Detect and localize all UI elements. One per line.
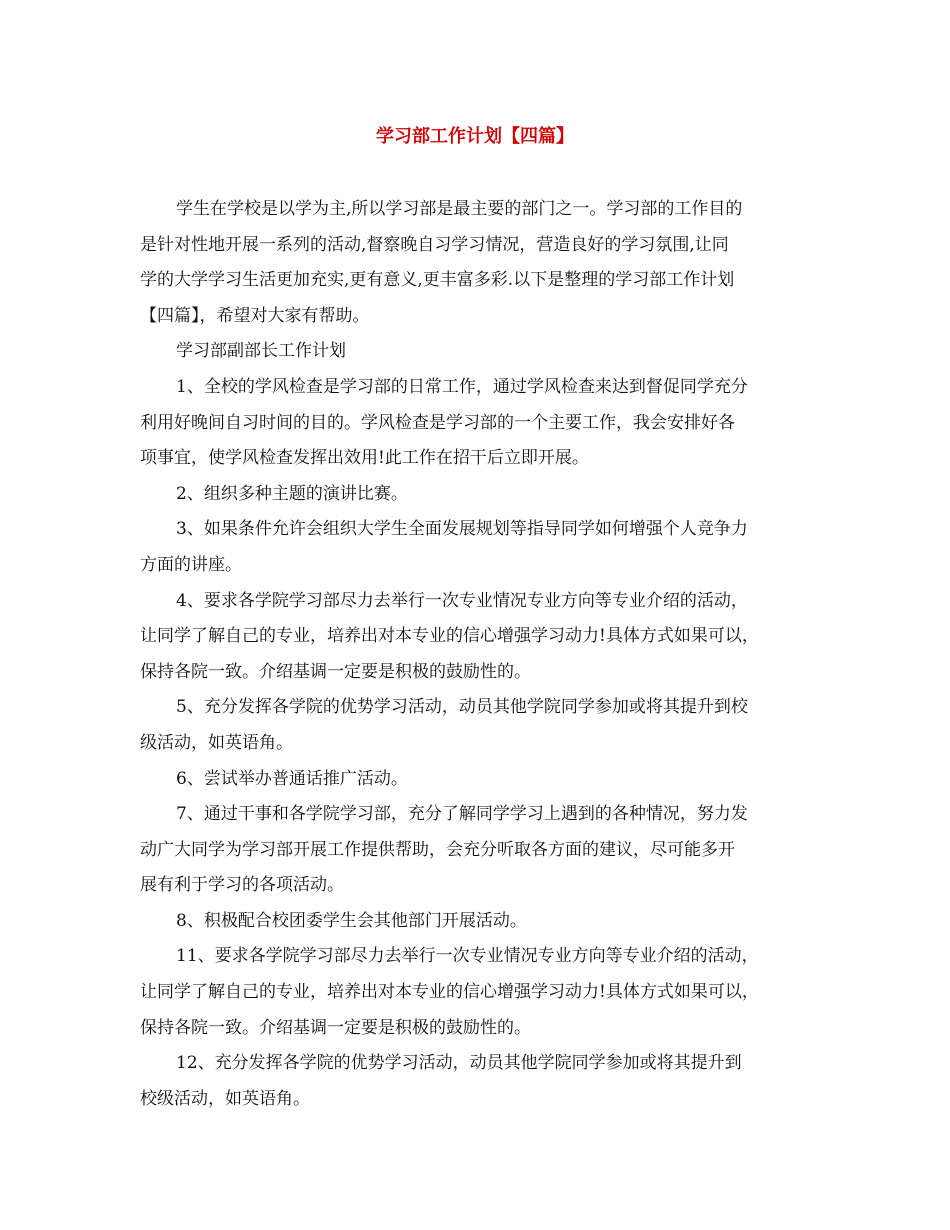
text-line: 12、充分发挥各学院的优势学习活动，动员其他学院同学参加或将其提升到 xyxy=(176,1053,742,1074)
document-body xyxy=(140,192,808,1117)
text-line: 学生在学校是以学为主,所以学习部是最主要的部门之一。学习部的工作目的 xyxy=(176,199,743,219)
text-line: 7、通过干事和各学院学习部，充分了解同学学习上遇到的各种情况，努力发 xyxy=(176,804,748,825)
text-line: 保持各院一致。介绍基调一定要是积极的鼓励性的。 xyxy=(140,661,531,682)
text-line: 是针对性地开展一系列的活动,督察晚自习学习情况，营造良好的学习氛围,让同 xyxy=(140,234,729,255)
text-line: 利用好晚间自习时间的目的。学风检查是学习部的一个主要工作，我会安排好各 xyxy=(140,412,735,433)
text-line: 让同学了解自己的专业，培养出对本专业的信心增强学习动力!具体方式如果可以， xyxy=(140,982,759,1003)
text-line: 级活动，如英语角。 xyxy=(140,732,293,753)
text-line: 项事宜，使学风检查发挥出效用!此工作在招干后立即开展。 xyxy=(140,448,589,469)
document-title: 学习部工作计划【四篇】 xyxy=(376,126,574,147)
text-line: 11、要求各学院学习部尽力去举行一次专业情况专业方向等专业介绍的活动， xyxy=(176,946,759,967)
text-line: 2、组织多种主题的演讲比赛。 xyxy=(176,483,408,504)
text-line: 【四篇】，希望对大家有帮助。 xyxy=(140,305,370,326)
text-line: 校级活动，如英语角。 xyxy=(140,1088,310,1109)
text-line: 方面的讲座。 xyxy=(140,554,242,575)
text-line: 8、积极配合校团委学生会其他部门开展活动。 xyxy=(176,910,527,931)
text-line: 4、要求各学院学习部尽力去举行一次专业情况专业方向等专业介绍的活动， xyxy=(176,590,748,611)
text-line: 6、尝试举办普通话推广活动。 xyxy=(176,768,408,789)
text-line: 3、如果条件允许会组织大学生全面发展规划等指导同学如何增强个人竞争力 xyxy=(176,519,748,540)
text-line: 学习部副部长工作计划 xyxy=(176,341,346,362)
text-line: 5、充分发挥各学院的优势学习活动，动员其他学院同学参加或将其提升到校 xyxy=(176,697,748,718)
text-line: 保持各院一致。介绍基调一定要是积极的鼓励性的。 xyxy=(140,1017,531,1038)
text-line: 让同学了解自己的专业，培养出对本专业的信心增强学习动力!具体方式如果可以， xyxy=(140,626,759,647)
text-line: 展有利于学习的各项活动。 xyxy=(140,875,344,896)
text-line: 动广大同学为学习部开展工作提供帮助，会充分听取各方面的建议，尽可能多开 xyxy=(140,839,735,860)
text-line: 1、全校的学风检查是学习部的日常工作，通过学风检查来达到督促同学充分 xyxy=(176,376,748,397)
text-line: 学的大学学习生活更加充实,更有意义,更丰富多彩.以下是整理的学习部工作计划 xyxy=(140,270,735,291)
